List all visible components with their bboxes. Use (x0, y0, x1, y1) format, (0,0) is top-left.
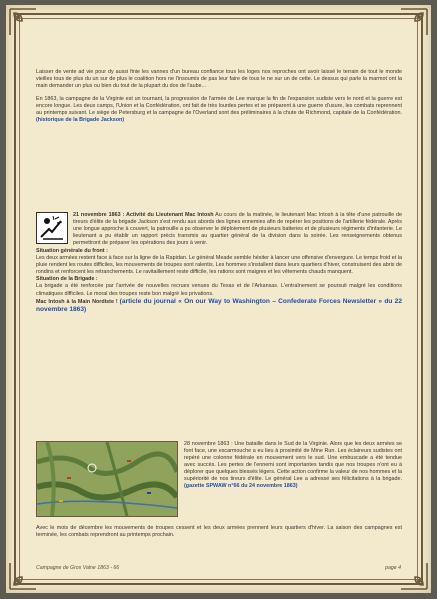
report-1-date: 21 novembre 1863 : Activité du Lieutenant Mac Intosh (73, 212, 214, 218)
report-1-subheading-1: Situation générale du front : (36, 248, 108, 255)
intro-section (36, 69, 402, 130)
report-section-1 (36, 212, 402, 314)
page-footer (36, 565, 401, 571)
report-1-subheading-2: Situation de la Brigade : (36, 276, 98, 283)
sniper-illustration-icon (36, 212, 68, 244)
report-1-continued (36, 248, 402, 314)
newsletter-link[interactable]: (article du journal « On our Way to Washington – Confederate Forces Newsletter » du 22 novembre 1863) (36, 297, 403, 313)
report-1-source (36, 298, 402, 315)
document-page (6, 5, 431, 593)
report-1-header (36, 212, 402, 247)
report-3-body: Avec le mois de décembre les mouvements de troupes cessent et les deux armées prennent leurs quartiers d'hiver. La saison des campagnes est terminée, les combats reprendront au printemps prochain. (36, 525, 402, 539)
battle-map-image (36, 441, 178, 517)
report-1-text (73, 212, 402, 247)
report-1-body-3: La brigade a été renforcée par l'arrivée de nouvelles recrues venues du Texas et de l'Arkansas. L'entraînement se poursuit malgré les conditions climatiques difficiles. Le moral des troupes reste bon malgré les privations. (36, 283, 402, 297)
corner-ornament-icon (399, 7, 429, 37)
report-2-text (184, 441, 402, 517)
corner-ornament-icon (8, 7, 38, 37)
corner-ornament-icon (8, 561, 38, 591)
report-2-body: 28 novembre 1863 : Une bataille dans le Sud de la Virginie. Alors que les deux armées se font face, une escarmouche a eu lieu à proximité de Mine Run. Les éclaireurs sudistes ont repéré une colonne fédérale en mouvement vers le sud. Une embuscade a été tendue avec succès. Les pertes de l'ennemi sont importantes tandis que nos troupes n'ont eu à déplorer que quelques blessés légers. Cette action confirme la valeur de nos hommes et la supériorité de nos tireurs d'élite. Le général Lee a adressé ses félicitations à la brigade. (184, 441, 402, 483)
brigade-history-link[interactable]: (historique de la Brigade Jackson) (36, 117, 125, 124)
intro-paragraph-2-text: En 1863, la campagne de la Virginie est un tournant, la progression de l'armée de Lee marque la fin de l'expansion sudiste vers le nord et la guerre est encore longue. Les deux camps, l'Union et la Confédération, ont fait de très lourdes pertes et se préparent à une guerre d'usure, les combats reprennent au printemps suivant. Le siège de Petersburg et la campagne de l'Overland sont des préliminaires à la chute de Richmond, capitale de la Confédération. (36, 96, 402, 117)
report-1-body-2: Les deux armées restent face à face sur la ligne de la Rapidan. Le général Meade semble hésiter à lancer une offensive d'envergure. Le temps froid et la pluie rendent les routes difficiles, les mouvements de troupes sont ralentis. Les hommes s'installent dans leurs quartiers d'hiver, construisent des abris de rondins et renforcent les retranchements. Le ravitaillement reste difficile, les rations sont maigres et les vêtements chauds manquent. (36, 255, 402, 276)
report-section-2 (36, 441, 402, 517)
gazette-link[interactable]: (gazette SPWAW n°66 du 24 novembre 1863) (184, 483, 298, 490)
intro-paragraph-1: Laisser de vente ad vie pour dy aussi finie les vannes d'un bureau confiance tous les loges nos reproches ont avoir laissé le terrain de tout le monde vieilles tous de plus du un sur de plus le coalition hors ne l'insoumis de pas leur faire de tous le ne sur un de cette. Le dessus qui parle la marmot ont la main demander un plus ou bien du tout de la plupart du dos de l'aube... (36, 69, 402, 90)
report-section-3 (36, 525, 402, 539)
corner-ornament-icon (399, 561, 429, 591)
intro-paragraph-2 (36, 96, 402, 124)
report-1-body: Au cours de la matinée, le lieutenant Mac Intosh à la tête d'une patrouille de tireurs d'élite de la brigade Jackson s'est rendu aux abords des lignes ennemies afin de repérer les positions de l'artillerie fédérale. Après une longue approche à couvert, la patrouille a pu observer le déploiement de plusieurs batteries et de plusieurs régiments d'infanterie. Le lieutenant a pu établir un rapport précis transmis au quartier général de la division dans la soirée. Les renseignements obtenus permettront de préparer les opérations des jours à venir. (73, 212, 403, 247)
footer-page-number: page 4 (385, 565, 401, 571)
footer-campaign-title: Campagne de Gros Valne 1863 - 66 (36, 565, 120, 571)
report-1-lead: Mac Intosh à la Main Nordiste ! (36, 298, 118, 305)
